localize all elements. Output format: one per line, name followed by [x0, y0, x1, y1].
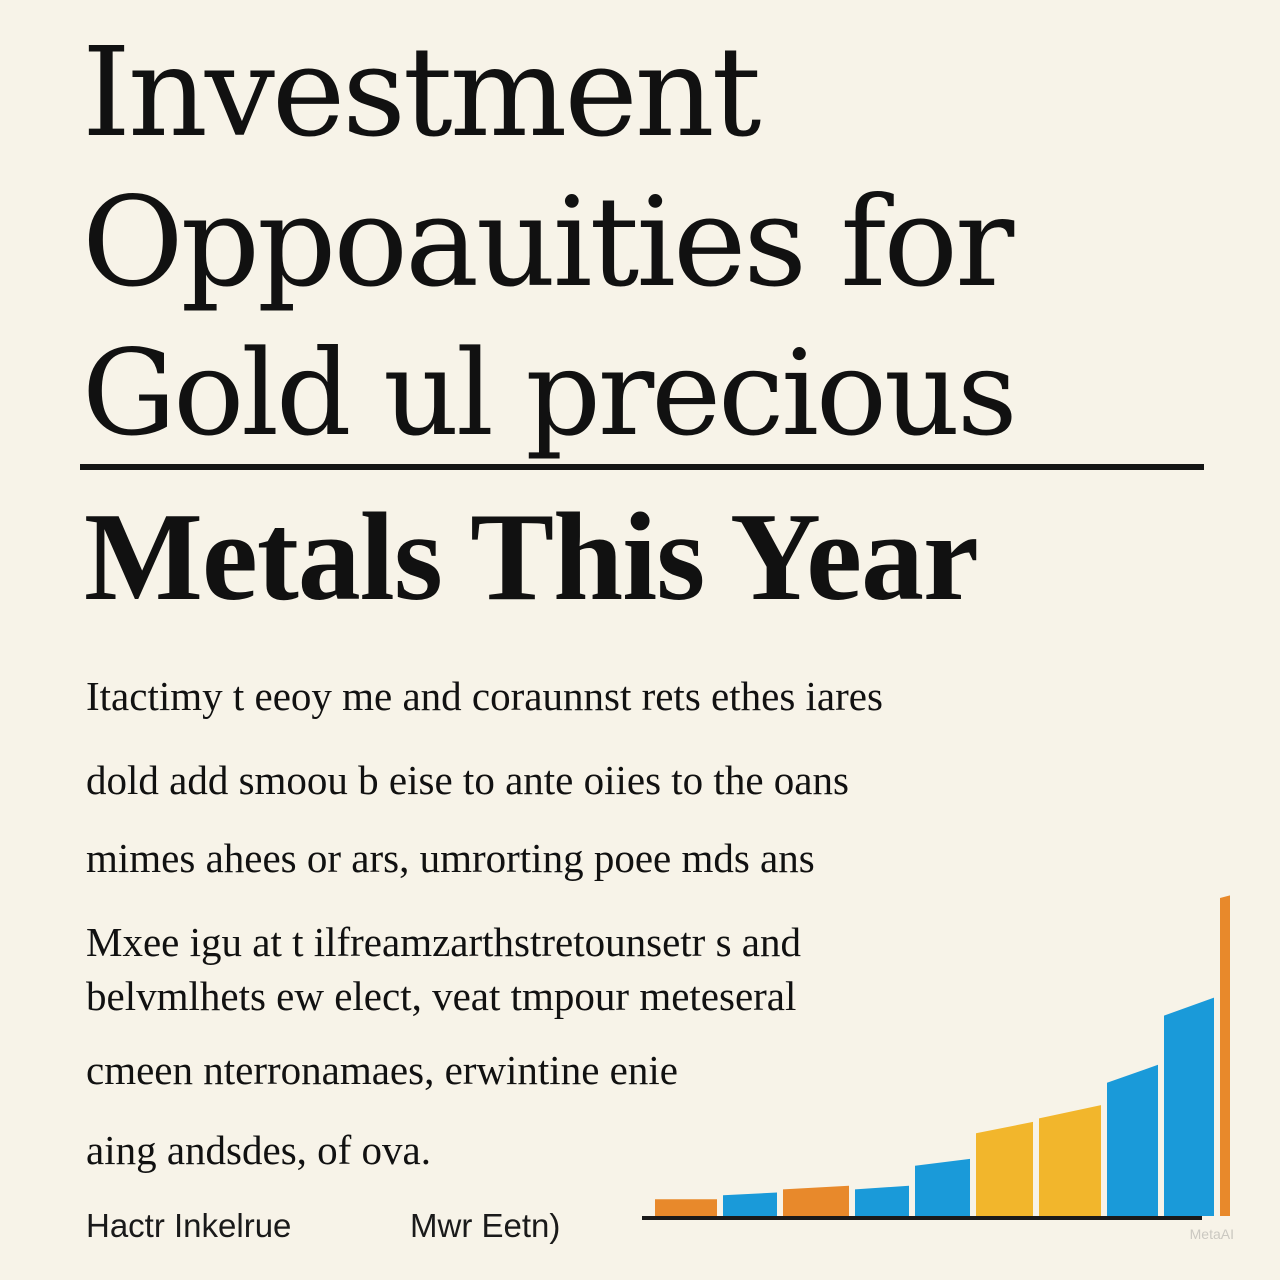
chart-bar-5 — [915, 1159, 970, 1216]
chart-baseline — [642, 1216, 1202, 1220]
chart-bar-10 — [1220, 880, 1230, 1216]
subheadline: Metals This Year — [84, 488, 978, 627]
headline-divider — [80, 464, 1204, 470]
byline-author: Hactr Inkelrue — [86, 1207, 292, 1244]
body-line-4: Mxee igu at t ilfreamzarthstretounsetr s and — [86, 919, 801, 965]
chart-bar-1 — [655, 1199, 717, 1216]
headline-line-1: Investment — [82, 21, 759, 165]
growth-bar-chart — [630, 870, 1230, 1230]
chart-bar-8 — [1107, 1065, 1158, 1216]
body-line-6: cmeen nterronamaes, erwintine enie — [86, 1047, 678, 1093]
chart-bar-3 — [783, 1186, 849, 1216]
body-line-3: mimes ahees or ars, umrorting poee mds ans — [86, 835, 815, 881]
body-line-1: Itactimy t eeoy me and coraunnst rets ethes iares — [86, 673, 883, 719]
chart-bar-2 — [723, 1192, 777, 1216]
headline-line-2: Oppoаuities for — [82, 171, 1012, 315]
chart-bar-6 — [976, 1122, 1033, 1216]
chart-bar-7 — [1039, 1105, 1101, 1216]
chart-bar-9 — [1164, 998, 1214, 1216]
body-line-2: dold add smoou b eise to ante oiies to the oans — [86, 757, 849, 803]
headline-line-3: Gold ul precious — [82, 324, 1015, 462]
watermark: MetaAI — [1189, 1226, 1234, 1242]
body-line-5: belvmlhets ew elect, veat tmpour meteseral — [86, 973, 797, 1019]
headline — [82, 18, 1212, 468]
body-line-7: aing andsdes, of ova. — [86, 1127, 431, 1173]
chart-bar-4 — [855, 1186, 909, 1216]
byline-source: Mwr Eetn) — [410, 1207, 561, 1244]
